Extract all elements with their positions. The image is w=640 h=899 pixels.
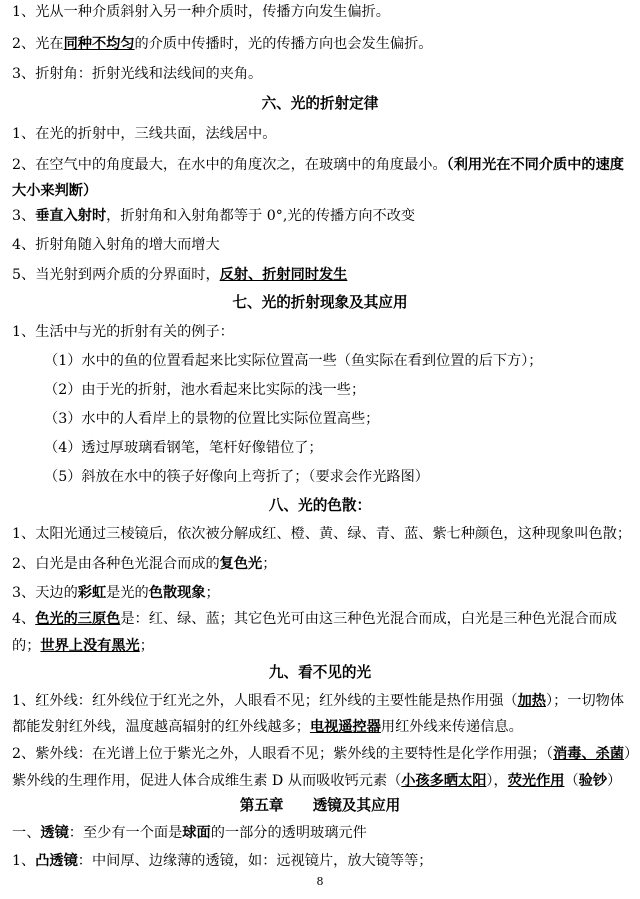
text-run: 同种不均匀: [63, 36, 135, 52]
list-item: [44, 380, 632, 400]
text-line: [12, 64, 632, 84]
text-run: 验钞: [578, 773, 608, 789]
list-item: [44, 351, 632, 371]
text-run: 1、光从一种介质斜射入另一种介质时，传播方向发生偏折。: [12, 4, 390, 20]
text-line: [12, 206, 632, 226]
text-run: （: [564, 773, 579, 789]
text-line: [12, 851, 632, 871]
text-run: 4、折射角随入射角的增大而增大: [12, 237, 220, 253]
text-run: 2、白光是由各种色光混合而成的: [12, 556, 220, 572]
text-run: ），: [486, 773, 508, 789]
text-run: 反射、折射同时发生: [219, 267, 348, 283]
text-run: 第五章 透镜及其应用: [239, 797, 401, 814]
list-item: [44, 409, 632, 429]
text-run: 是光的: [106, 585, 149, 601]
text-run: 小孩多晒太阳: [401, 773, 487, 789]
text-run: 复色光: [219, 556, 263, 572]
text-line: [12, 322, 632, 342]
text-run: 七、光的折射现象及其应用: [232, 294, 408, 311]
text-run: 1、红外线：红外线位于红光之外，人眼看不见；红外线的主要性能是热作用强（: [12, 693, 518, 709]
text-line: [12, 554, 632, 574]
text-line: [12, 741, 632, 795]
text-run: 2、光在: [12, 36, 64, 52]
text-line: [12, 2, 632, 22]
list-item: [44, 438, 632, 458]
text-run: ；: [262, 556, 277, 572]
text-run: 1、太阳光通过三棱镜后，依次被分解成红、橙、黄、绿、青、蓝、紫七种颜色，这种现象叫色散；: [12, 526, 632, 542]
section-heading: [0, 663, 640, 683]
text-run: 一、: [12, 825, 41, 841]
text-run: ；: [139, 638, 154, 654]
text-run: 2、紫外线：在光谱上位于紫光之外，人眼看不见；紫外线的主要特性是化学作用强；（: [12, 746, 554, 762]
text-run: ；: [205, 585, 220, 601]
text-line: [12, 823, 632, 843]
text-run: ：至少有一个面是: [68, 825, 183, 841]
text-run: 六、光的折射定律: [261, 95, 379, 112]
text-run: ）；一切物体都能发射红外线，温度越高辐射的红外线越多；: [12, 693, 625, 735]
text-run: 彩虹: [77, 585, 107, 601]
text-line: [12, 34, 632, 54]
text-run: 1、在光的折射中，三线共面，法线居中。: [12, 126, 277, 142]
text-run: 3、天边的: [12, 585, 78, 601]
text-run: （利用光在不同介质中的速度大小来判断）: [12, 157, 624, 199]
text-run: 的介质中传播时，光的传播方向也会发生偏折。: [134, 36, 433, 52]
text-run: 球面: [182, 825, 211, 841]
text-run: 色光的三原色: [35, 611, 121, 627]
page-number: 8: [316, 875, 324, 888]
text-run: 4、: [12, 611, 36, 627]
text-run: 透镜: [40, 825, 69, 841]
text-line: [12, 524, 632, 544]
text-run: 1、生活中与光的折射有关的例子：: [12, 324, 234, 340]
text-run: 八、光的色散：: [268, 497, 372, 514]
text-run: 1、: [12, 853, 36, 869]
text-run: 垂直入射时: [35, 208, 107, 224]
text-line: [12, 235, 632, 255]
section-heading: [0, 94, 640, 114]
chapter-heading: [0, 796, 640, 816]
text-run: 5、当光射到两介质的分界面时，: [12, 267, 220, 283]
text-run: 世界上没有黑光: [40, 638, 140, 654]
text-run: 加热: [517, 693, 546, 709]
text-run: 的一部分的透明玻璃元件: [210, 825, 367, 841]
list-item: [44, 467, 632, 487]
section-heading: [0, 496, 640, 516]
text-run: 色散现象: [148, 585, 206, 601]
text-line: [12, 265, 632, 285]
text-line: [12, 124, 632, 144]
text-run: （2）由于光的折射，池水看起来比实际的浅一些；: [44, 382, 366, 398]
text-line: [12, 583, 632, 603]
text-run: 凸透镜: [35, 853, 78, 869]
text-line: [12, 152, 632, 204]
text-run: 是：红、绿、蓝；其它色光可由这三种色光混合而成，白光是三种色光混合而成的；: [12, 611, 617, 654]
section-heading: [0, 293, 640, 313]
text-run: 3、折射角：折射光线和法线间的夹角。: [12, 66, 263, 82]
text-run: 消毒、杀菌: [553, 746, 625, 762]
text-run: ）紫外线的生理作用，促进人体合成维生素 D 从而吸收钙元素（: [12, 746, 632, 789]
text-run: 电视遥控器: [309, 719, 381, 735]
text-run: （4）透过厚玻璃看钢笔，笔杆好像错位了；: [44, 440, 323, 456]
text-run: 九、看不见的光: [268, 664, 372, 681]
text-run: ）: [607, 773, 622, 789]
text-run: ：中间厚、边缘薄的透镜，如：远视镜片，放大镜等等；: [77, 853, 433, 869]
text-run: （1）水中的鱼的位置看起来比实际位置高一些（鱼实际在看到位置的后下方）；: [44, 353, 543, 369]
text-line: [12, 688, 632, 740]
text-run: 荧光作用: [507, 773, 565, 789]
text-run: （3）水中的人看岸上的景物的位置比实际位置高些；: [44, 411, 380, 427]
text-line: [12, 606, 632, 660]
text-run: ，折射角和入射角都等于 0°,光的传播方向不改变: [106, 208, 416, 224]
text-run: 用红外线来传递信息。: [380, 719, 523, 735]
text-run: 3、: [12, 208, 36, 224]
text-run: （5）斜放在水中的筷子好像向上弯折了；（要求会作光路图）: [44, 469, 429, 485]
text-run: 2、在空气中的角度最大，在水中的角度次之，在玻璃中的角度最小。: [12, 157, 447, 173]
